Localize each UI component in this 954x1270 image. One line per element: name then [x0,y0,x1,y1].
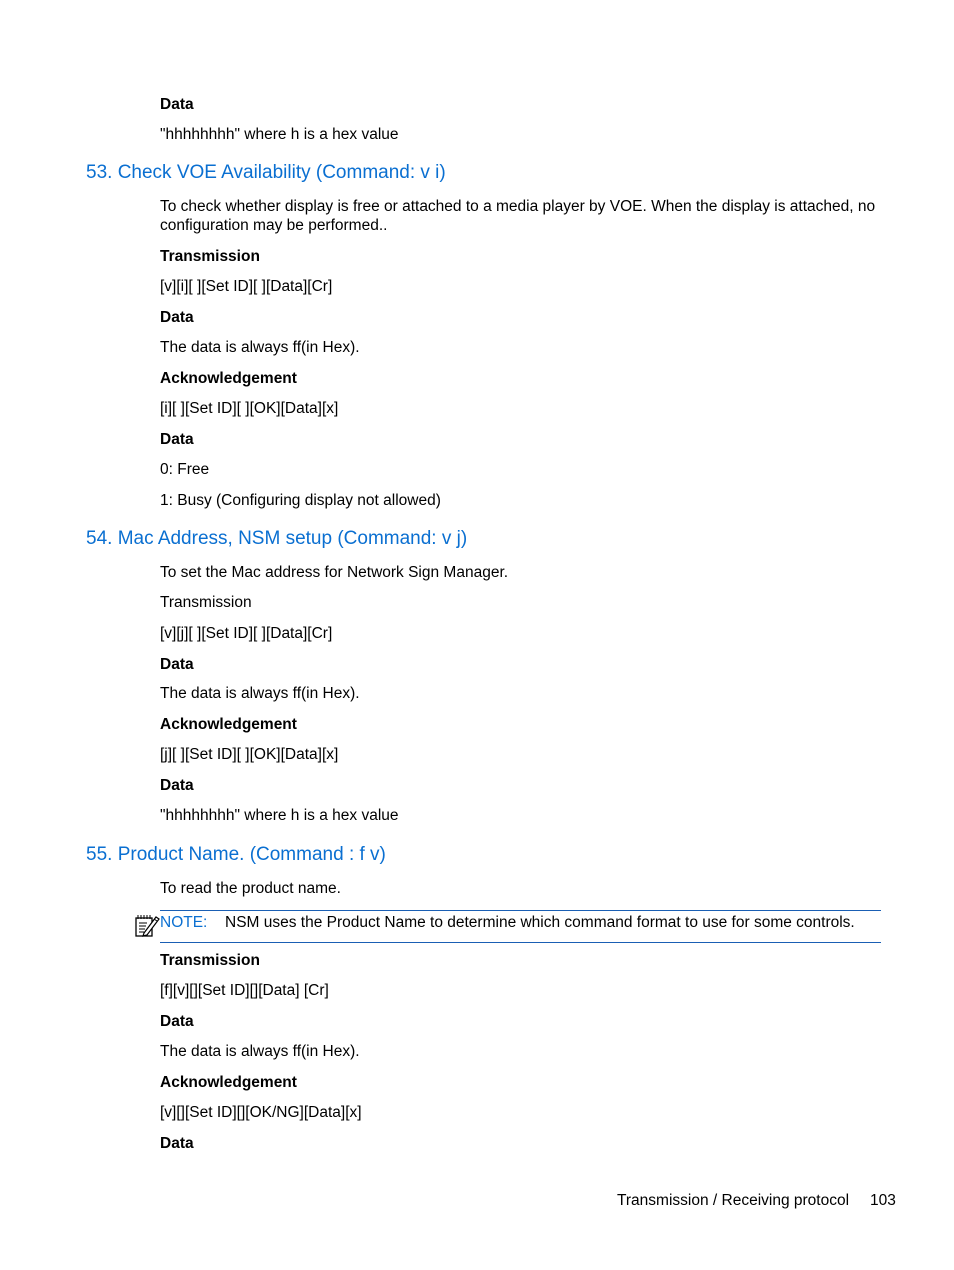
data-label: Data [160,1013,194,1030]
data-label: Data [160,656,194,673]
section-54-description: To set the Mac address for Network Sign Manager. [160,564,509,581]
acknowledgement-value: [j][ ][Set ID][ ][OK][Data][x] [160,746,339,763]
note-box [160,910,881,943]
data-label: Data [160,1135,194,1152]
acknowledgement-value: [v][][Set ID][][OK/NG][Data][x] [160,1104,362,1121]
data-label: Data [160,777,194,794]
acknowledgement-label: Acknowledgement [160,1074,297,1091]
section-53-description: To check whether display is free or attached to a media player by VOE. When the display is attached, no configuration may be performed.. [160,198,876,234]
transmission-value: [v][i][ ][Set ID][ ][Data][Cr] [160,278,333,295]
data-label: Data [160,431,194,448]
transmission-label: Transmission [160,248,260,265]
page-number: 103 [870,1192,896,1209]
transmission-value: [v][j][ ][Set ID][ ][Data][Cr] [160,625,333,642]
section-54-heading: 54. Mac Address, NSM setup (Command: v j) [86,528,468,549]
footer-section-title: Transmission / Receiving protocol [617,1192,850,1209]
data-label: Data [160,309,194,326]
data-value-busy: 1: Busy (Configuring display not allowed) [160,492,441,509]
data-value: "hhhhhhhh" where h is a hex value [160,126,399,143]
transmission-label: Transmission [160,594,252,611]
data-label: Data [160,96,194,113]
acknowledgement-label: Acknowledgement [160,370,297,387]
acknowledgement-label: Acknowledgement [160,716,297,733]
note-text: NSM uses the Product Name to determine which command format to use for some controls. [225,914,855,931]
transmission-label: Transmission [160,952,260,969]
acknowledgement-value: [i][ ][Set ID][ ][OK][Data][x] [160,400,339,417]
data-value: The data is always ff(in Hex). [160,1043,360,1060]
section-53-heading: 53. Check VOE Availability (Command: v i) [86,162,446,183]
transmission-value: [f][v][][Set ID][][Data] [Cr] [160,982,329,999]
data-value: The data is always ff(in Hex). [160,685,360,702]
note-label: NOTE: [160,914,208,931]
data-value: "hhhhhhhh" where h is a hex value [160,807,399,824]
data-value-free: 0: Free [160,461,210,478]
section-55-heading: 55. Product Name. (Command : f v) [86,844,386,865]
section-55-description: To read the product name. [160,880,341,897]
data-value: The data is always ff(in Hex). [160,339,360,356]
note-pencil-icon [134,912,160,938]
